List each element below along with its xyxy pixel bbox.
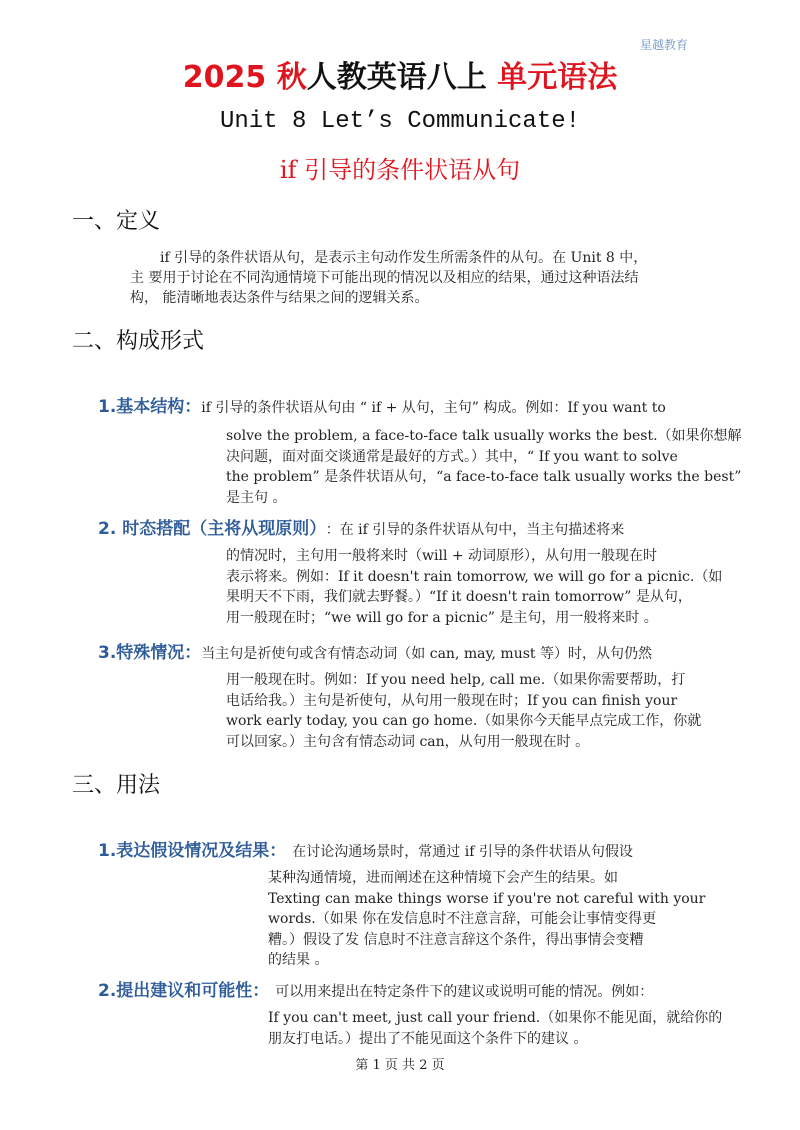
topic-title: if 引导的条件状语从句	[279, 156, 521, 184]
text-line: 用一般现在时；“we will go for a picnic” 是主句，用一般将来时 。	[226, 609, 658, 626]
tense-body	[226, 546, 722, 628]
text-line: If you can't meet, just call your friend.（如果你不能见面，就给你的	[268, 1010, 723, 1026]
text-line: 用一般现在时。例如：If you need help, call me.（如果你需要帮助，打	[226, 672, 686, 688]
tense-item	[98, 514, 624, 539]
section1-line-1: if 引导的条件状语从句，是表示主句动作发生所需条件的从句。在 Unit 8 中，	[160, 250, 648, 266]
suggestion-body	[268, 1008, 722, 1049]
structure-item	[98, 392, 666, 417]
hypothesis-item	[98, 836, 633, 861]
watermark: 星越教育	[639, 38, 688, 52]
section1-line-3: 构， 能清晰地表达条件与结果之间的逻辑关系。	[130, 290, 429, 306]
page-title	[0, 52, 800, 96]
unit-subtitle: Unit 8 Let’s Communicate!	[219, 108, 581, 135]
page-footer: 第 1 页 共 2 页	[355, 1058, 445, 1073]
structure-body	[226, 426, 742, 508]
suggestion-label: 2.提出建议和可能性：	[98, 981, 270, 1001]
text-line: 是主句 。	[226, 489, 287, 506]
hypothesis-body	[268, 868, 732, 971]
tense-first-line: ：在 if 引导的条件状语从句中，当主句描述将来	[325, 522, 625, 538]
text-line: Texting can make things worse if you're not careful with your	[268, 890, 706, 907]
suggestion-first-line: 可以用来提出在特定条件下的建议或说明可能的情况。例如：	[275, 984, 654, 1000]
section1-line-2: 主 要用于讨论在不同沟通情境下可能出现的情况以及相应的结果，通过这种语法结	[130, 270, 639, 286]
hypothesis-first-line: 在讨论沟通场景时，常通过 if 引导的条件状语从句假设	[292, 844, 633, 860]
special-first-line: 当主句是祈使句或含有情态动词（如 can, may, must 等）时，从句仍然	[201, 646, 652, 662]
text-line: 表示将来。例如：If it doesn't rain tomorrow, we will go for a picnic.（如	[226, 568, 723, 585]
text-line: solve the problem, a face-to-face talk usually works the best.（如果你想解	[226, 428, 742, 444]
text-line: work early today, you can go home.（如果你今天能早点完成工作，你就	[226, 713, 702, 729]
hypothesis-label: 1.表达假设情况及结果：	[98, 841, 287, 861]
text-line: 某种沟通情境，进而阐述在这种情境下会产生的结果。如	[268, 870, 618, 886]
special-body	[226, 670, 701, 752]
text-line: 可以回家。）主句含有情态动词 can，从句用一般现在时 。	[226, 733, 590, 750]
suggestion-item	[98, 976, 653, 1001]
special-item	[98, 638, 652, 663]
structure-label: 1.基本结构：	[98, 397, 202, 417]
text-line: 果明天不下雨，我们就去野餐。）“If it doesn't rain tomorrow” 是从句，	[226, 589, 692, 605]
section1-heading: 一、定义	[72, 209, 161, 234]
text-line: 决问题，面对面交谈通常是最好的方式。）其中，“ If you want to solve	[226, 448, 678, 465]
text-line: 朋友打电话。）提出了不能见面这个条件下的建议 。	[268, 1030, 588, 1047]
tense-label: 2. 时态搭配（主将从现原则）	[98, 519, 318, 539]
title-grammar: 单元语法	[486, 60, 618, 95]
section3-heading: 三、用法	[72, 773, 161, 798]
text-line: 电话给我。）主句是祈使句，从句用一般现在时；If you can finish your	[226, 692, 678, 709]
text-line: the problem” 是条件状语从句，“a face-to-face talk usually works the best”	[226, 469, 742, 485]
text-line: 糟。）假设了发 信息时不注意言辞这个条件，得出事情会变糟	[268, 931, 644, 948]
special-label: 3.特殊情况：	[98, 643, 202, 663]
section2-heading: 二、构成形式	[72, 329, 205, 354]
text-line: 的情况时，主句用一般将来时（will + 动词原形），从句用一般现在时	[226, 548, 658, 564]
structure-first-line: if 引导的条件状语从句由 “ if + 从句，主句” 构成。例如：If you want to	[201, 400, 666, 416]
title-book: 人教英语八上	[306, 60, 487, 95]
text-line: 的结果 。	[268, 952, 329, 968]
title-year: 2025 秋	[182, 60, 307, 95]
text-line: words.（如果 你在发信息时不注意言辞，可能会让事情变得更	[268, 911, 657, 927]
